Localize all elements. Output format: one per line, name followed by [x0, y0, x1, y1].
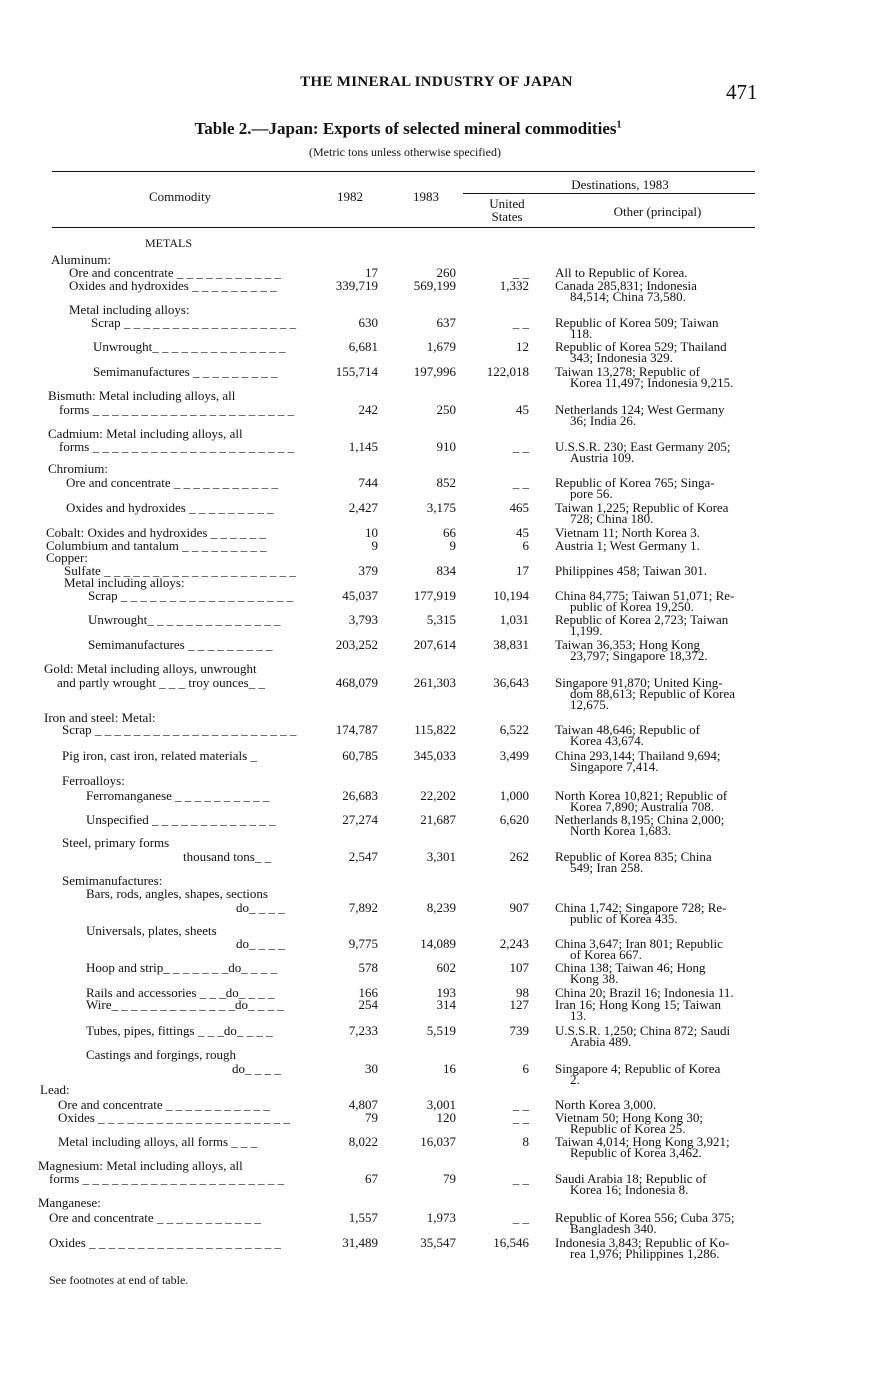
other-destinations-line: Netherlands 124; West Germany — [555, 402, 725, 417]
value-1982-cell: 9,775 — [348, 936, 378, 951]
commodity-cell: Oxides and hydroxides _ _ _ _ _ _ _ _ _ — [69, 278, 277, 293]
value-1983-cell: 250 — [436, 402, 456, 417]
other-destinations-line: China 84,775; Taiwan 51,071; Re- — [555, 588, 735, 603]
value-1983-cell: 16,037 — [420, 1134, 456, 1149]
value-united-states-cell: 38,831 — [493, 637, 529, 652]
value-united-states-cell: 6,620 — [499, 812, 529, 827]
commodity-cell: Aluminum: — [51, 252, 111, 267]
commodity-cell: Universals, plates, sheets — [86, 923, 217, 938]
value-1982-cell: 2,547 — [348, 849, 378, 864]
value-1982-cell: 203,252 — [335, 637, 378, 652]
running-head: THE MINERAL INDUSTRY OF JAPAN — [300, 74, 573, 90]
value-1983-cell: 177,919 — [413, 588, 456, 603]
footnote-reference: See footnotes at end of table. — [49, 1273, 189, 1287]
other-destinations-line: Taiwan 48,646; Republic of — [555, 722, 700, 737]
header-other-principal: Other (principal) — [613, 204, 702, 219]
table-subtitle: (Metric tons unless otherwise specified) — [309, 145, 501, 159]
other-destinations-line: 84,514; China 73,580. — [570, 289, 686, 304]
other-destinations-line: Republic of Korea 3,462. — [570, 1145, 702, 1160]
commodity-cell: forms _ _ _ _ _ _ _ _ _ _ _ _ _ _ _ _ _ _ _ _ _ — [59, 402, 295, 417]
commodity-cell: Cadmium: Metal including alloys, all — [48, 426, 243, 441]
value-1982-cell: 744 — [358, 475, 378, 490]
destinations-rule — [463, 193, 755, 194]
table-title-footnote-mark: 1 — [616, 119, 622, 131]
value-1982-cell: 578 — [358, 960, 378, 975]
commodity-cell: Metal including alloys: — [69, 302, 190, 317]
value-1982-cell: 4,807 — [348, 1097, 378, 1112]
commodity-cell: Manganese: — [38, 1195, 101, 1210]
value-united-states-cell: 8 — [522, 1134, 529, 1149]
commodity-cell: Ore and concentrate _ _ _ _ _ _ _ _ _ _ _ — [66, 475, 278, 490]
value-1983-cell: 3,175 — [426, 500, 456, 515]
commodity-cell: Semimanufactures: — [62, 873, 163, 888]
other-destinations-line: Taiwan 1,225; Republic of Korea — [555, 500, 729, 515]
commodity-cell: Semimanufactures _ _ _ _ _ _ _ _ _ — [93, 364, 278, 379]
commodity-cell: Oxides _ _ _ _ _ _ _ _ _ _ _ _ _ _ _ _ _ _ _ _ — [49, 1235, 281, 1250]
value-united-states-cell: 122,018 — [486, 364, 529, 379]
other-destinations-line: Taiwan 4,014; Hong Kong 3,921; — [555, 1134, 730, 1149]
value-united-states-cell: _ _ — [512, 439, 529, 454]
value-united-states-cell: 739 — [509, 1023, 529, 1038]
value-1983-cell: 120 — [436, 1110, 456, 1125]
other-destinations-line: 12,675. — [570, 697, 609, 712]
header-us-line1: United — [489, 196, 525, 211]
commodity-cell: thousand tons_ _ — [183, 849, 272, 864]
other-destinations-line: 118. — [570, 326, 593, 341]
value-united-states-cell: 10,194 — [493, 588, 529, 603]
other-destinations-line: pore 56. — [570, 486, 613, 501]
header-1983: 1983 — [413, 189, 439, 204]
value-1983-cell: 314 — [436, 997, 456, 1012]
value-1982-cell: 379 — [358, 563, 378, 578]
value-1982-cell: 27,274 — [342, 812, 378, 827]
value-1982-cell: 174,787 — [335, 722, 378, 737]
other-destinations-line: Korea 11,497; Indonesia 9,215. — [570, 375, 734, 390]
header-bottom-rule — [52, 227, 755, 228]
other-destinations-line: Republic of Korea 25. — [570, 1121, 686, 1136]
other-destinations-line: Austria 1; West Germany 1. — [555, 538, 700, 553]
other-destinations-line: Korea 7,890; Australia 708. — [570, 799, 715, 814]
value-1983-cell: 260 — [436, 265, 456, 280]
commodity-cell: and partly wrought _ _ _ troy ounces_ _ — [57, 675, 265, 690]
commodity-cell: Copper: — [46, 550, 88, 565]
value-united-states-cell: 6 — [522, 1061, 529, 1076]
commodity-cell: Cobalt: Oxides and hydroxides _ _ _ _ _ _ — [46, 525, 266, 540]
other-destinations-line: 728; China 180. — [570, 511, 654, 526]
value-1983-cell: 14,089 — [420, 936, 456, 951]
header-1982: 1982 — [337, 189, 363, 204]
value-1982-cell: 26,683 — [342, 788, 378, 803]
commodity-cell: Ferromanganese _ _ _ _ _ _ _ _ _ _ — [86, 788, 270, 803]
value-1982-cell: 30 — [365, 1061, 378, 1076]
other-destinations-line: Singapore 4; Republic of Korea — [555, 1061, 721, 1076]
value-1982-cell: 7,892 — [348, 900, 378, 915]
value-1983-cell: 16 — [443, 1061, 456, 1076]
commodity-cell: Scrap _ _ _ _ _ _ _ _ _ _ _ _ _ _ _ _ _ _ — [88, 588, 294, 603]
other-destinations-line: China 293,144; Thailand 9,694; — [555, 748, 721, 763]
value-1983-cell: 261,303 — [413, 675, 456, 690]
other-destinations-line: Taiwan 13,278; Republic of — [555, 364, 700, 379]
value-1982-cell: 79 — [365, 1110, 378, 1125]
other-destinations-line: Vietnam 11; North Korea 3. — [555, 525, 700, 540]
value-united-states-cell: 465 — [509, 500, 529, 515]
value-united-states-cell: 16,546 — [493, 1235, 529, 1250]
value-1982-cell: 254 — [358, 997, 378, 1012]
other-destinations-line: Republic of Korea 556; Cuba 375; — [555, 1210, 735, 1225]
value-1983-cell: 910 — [436, 439, 456, 454]
value-1983-cell: 3,301 — [426, 849, 456, 864]
value-1983-cell: 5,519 — [426, 1023, 456, 1038]
other-destinations-line: Singapore 7,414. — [570, 759, 659, 774]
value-united-states-cell: 1,031 — [499, 612, 529, 627]
other-destinations-line: 23,797; Singapore 18,372. — [570, 648, 708, 663]
value-united-states-cell: _ _ — [512, 1097, 529, 1112]
other-destinations-line: Republic of Korea 529; Thailand — [555, 339, 727, 354]
other-destinations-line: public of Korea 19,250. — [570, 599, 694, 614]
commodity-cell: Sulfate _ _ _ _ _ _ _ _ _ _ _ _ _ _ _ _ _ _ _ _ — [64, 563, 296, 578]
value-1983-cell: 197,996 — [413, 364, 456, 379]
value-1983-cell: 193 — [436, 985, 456, 1000]
commodity-cell: Unwrought_ _ _ _ _ _ _ _ _ _ _ _ _ _ — [93, 339, 286, 354]
commodity-cell: Oxides _ _ _ _ _ _ _ _ _ _ _ _ _ _ _ _ _ _ _ _ — [58, 1110, 290, 1125]
commodity-cell: Ore and concentrate _ _ _ _ _ _ _ _ _ _ _ — [58, 1097, 270, 1112]
value-1982-cell: 339,719 — [335, 278, 378, 293]
value-1982-cell: 155,714 — [335, 364, 378, 379]
value-1983-cell: 21,687 — [420, 812, 456, 827]
other-destinations-line: 343; Indonesia 329. — [570, 350, 673, 365]
header-united-states — [472, 197, 542, 223]
commodity-cell: Pig iron, cast iron, related materials _ — [62, 748, 257, 763]
commodity-cell: Scrap _ _ _ _ _ _ _ _ _ _ _ _ _ _ _ _ _ _ — [91, 315, 297, 330]
value-1982-cell: 9 — [371, 538, 378, 553]
page-number: 471 — [726, 80, 758, 104]
value-united-states-cell: 17 — [516, 563, 529, 578]
value-united-states-cell: 2,243 — [499, 936, 529, 951]
value-united-states-cell: _ _ — [512, 1210, 529, 1225]
other-destinations-line: public of Korea 435. — [570, 911, 678, 926]
value-1982-cell: 60,785 — [342, 748, 378, 763]
value-united-states-cell: _ _ — [512, 475, 529, 490]
commodity-cell: Ferroalloys: — [62, 773, 125, 788]
value-1982-cell: 630 — [358, 315, 378, 330]
other-destinations-line: China 3,647; Iran 801; Republic — [555, 936, 723, 951]
other-destinations-line: Taiwan 36,353; Hong Kong — [555, 637, 700, 652]
other-destinations-line: Singapore 91,870; United King- — [555, 675, 723, 690]
other-destinations-line: North Korea 10,821; Republic of — [555, 788, 728, 803]
commodity-cell: Oxides and hydroxides _ _ _ _ _ _ _ _ _ — [66, 500, 274, 515]
other-destinations-line: China 20; Brazil 16; Indonesia 11. — [555, 985, 734, 1000]
header-commodity: Commodity — [148, 189, 212, 204]
commodity-cell: Bismuth: Metal including alloys, all — [48, 388, 236, 403]
other-destinations-line: North Korea 1,683. — [570, 823, 672, 838]
header-us-line2: States — [491, 209, 523, 224]
commodity-cell: Ore and concentrate _ _ _ _ _ _ _ _ _ _ _ — [49, 1210, 261, 1225]
commodity-cell: Semimanufactures _ _ _ _ _ _ _ _ _ — [88, 637, 273, 652]
commodity-cell: Rails and accessories _ _ _do_ _ _ _ — [86, 985, 275, 1000]
commodity-cell: Unspecified _ _ _ _ _ _ _ _ _ _ _ _ _ — [86, 812, 276, 827]
value-united-states-cell: 45 — [516, 402, 529, 417]
value-united-states-cell: 1,332 — [499, 278, 529, 293]
other-destinations-line: Austria 109. — [570, 450, 635, 465]
other-destinations-line: 549; Iran 258. — [570, 860, 644, 875]
other-destinations-line: Canada 285,831; Indonesia — [555, 278, 697, 293]
other-destinations-line: North Korea 3,000. — [555, 1097, 657, 1112]
other-destinations-line: Saudi Arabia 18; Republic of — [555, 1171, 707, 1186]
value-1982-cell: 67 — [365, 1171, 378, 1186]
table-title-text: Table 2.—Japan: Exports of selected mineral commodities — [194, 119, 617, 138]
value-united-states-cell: 107 — [509, 960, 529, 975]
commodity-cell: Hoop and strip_ _ _ _ _ _ _do_ _ _ _ — [86, 960, 278, 975]
other-destinations-line: Republic of Korea 509; Taiwan — [555, 315, 719, 330]
commodity-cell: Metal including alloys: — [64, 575, 185, 590]
other-destinations-line: Republic of Korea 765; Singa- — [555, 475, 715, 490]
value-1983-cell: 35,547 — [420, 1235, 456, 1250]
other-destinations-line: rea 1,976; Philippines 1,286. — [570, 1246, 720, 1261]
commodity-cell: METALS — [145, 236, 193, 250]
other-destinations-line: Republic of Korea 835; China — [555, 849, 712, 864]
value-1983-cell: 66 — [443, 525, 456, 540]
value-united-states-cell: 262 — [509, 849, 529, 864]
other-destinations-line: Republic of Korea 2,723; Taiwan — [555, 612, 729, 627]
other-destinations-line: 13. — [570, 1008, 587, 1023]
value-united-states-cell: 907 — [509, 900, 529, 915]
value-1983-cell: 1,679 — [426, 339, 456, 354]
value-1983-cell: 5,315 — [426, 612, 456, 627]
value-united-states-cell: 6,522 — [499, 722, 529, 737]
value-1982-cell: 1,557 — [348, 1210, 378, 1225]
commodity-cell: Chromium: — [48, 461, 108, 476]
other-destinations-line: All to Republic of Korea. — [555, 265, 688, 280]
value-1983-cell: 637 — [436, 315, 456, 330]
value-united-states-cell: 1,000 — [499, 788, 529, 803]
value-1982-cell: 45,037 — [342, 588, 378, 603]
value-united-states-cell: _ _ — [512, 1110, 529, 1125]
value-1983-cell: 9 — [449, 538, 456, 553]
value-1982-cell: 166 — [358, 985, 378, 1000]
commodity-cell: do_ _ _ _ — [232, 1061, 281, 1076]
commodity-cell: Iron and steel: Metal: — [44, 710, 156, 725]
value-1983-cell: 3,001 — [426, 1097, 456, 1112]
commodity-cell: Unwrought_ _ _ _ _ _ _ _ _ _ _ _ _ _ — [88, 612, 281, 627]
other-destinations-line: 36; India 26. — [570, 413, 637, 428]
commodity-cell: forms _ _ _ _ _ _ _ _ _ _ _ _ _ _ _ _ _ _ _ _ _ — [59, 439, 295, 454]
value-united-states-cell: 127 — [509, 997, 529, 1012]
value-1983-cell: 852 — [436, 475, 456, 490]
other-destinations-line: of Korea 667. — [570, 947, 642, 962]
other-destinations-line: Indonesia 3,843; Republic of Ko- — [555, 1235, 730, 1250]
value-1982-cell: 10 — [365, 525, 378, 540]
value-1982-cell: 7,233 — [348, 1023, 378, 1038]
commodity-cell: Columbium and tantalum _ _ _ _ _ _ _ _ _ — [46, 538, 267, 553]
value-united-states-cell: 12 — [516, 339, 529, 354]
other-destinations-line: Korea 43,674. — [570, 733, 645, 748]
value-1983-cell: 207,614 — [413, 637, 456, 652]
commodity-cell: Bars, rods, angles, shapes, sections — [86, 886, 268, 901]
value-1983-cell: 345,033 — [413, 748, 456, 763]
other-destinations-line: Arabia 489. — [570, 1034, 632, 1049]
value-1982-cell: 1,145 — [348, 439, 378, 454]
value-united-states-cell: 98 — [516, 985, 529, 1000]
value-1983-cell: 834 — [436, 563, 456, 578]
value-1983-cell: 1,973 — [426, 1210, 456, 1225]
value-united-states-cell: _ _ — [512, 265, 529, 280]
value-1982-cell: 8,022 — [348, 1134, 378, 1149]
value-1983-cell: 569,199 — [413, 278, 456, 293]
value-united-states-cell: 45 — [516, 525, 529, 540]
commodity-cell: Ore and concentrate _ _ _ _ _ _ _ _ _ _ _ — [69, 265, 281, 280]
other-destinations-line: 2. — [570, 1072, 580, 1087]
value-united-states-cell: _ _ — [512, 1171, 529, 1186]
commodity-cell: Lead: — [40, 1082, 70, 1097]
value-1982-cell: 468,079 — [335, 675, 378, 690]
other-destinations-line: dom 88,613; Republic of Korea — [570, 686, 735, 701]
value-1983-cell: 79 — [443, 1171, 456, 1186]
other-destinations-line: Vietnam 50; Hong Kong 30; — [555, 1110, 703, 1125]
value-1983-cell: 602 — [436, 960, 456, 975]
commodity-cell: Metal including alloys, all forms _ _ _ — [58, 1134, 258, 1149]
commodity-cell: Gold: Metal including alloys, unwrought — [44, 661, 257, 676]
other-destinations-line: Iran 16; Hong Kong 15; Taiwan — [555, 997, 722, 1012]
other-destinations-line: Philippines 458; Taiwan 301. — [555, 563, 707, 578]
commodity-cell: Wire_ _ _ _ _ _ _ _ _ _ _ _ _do_ _ _ _ — [86, 997, 284, 1012]
table-top-rule — [52, 171, 755, 172]
value-1982-cell: 3,793 — [348, 612, 378, 627]
other-destinations-line: China 1,742; Singapore 728; Re- — [555, 900, 727, 915]
other-destinations-line: 1,199. — [570, 623, 603, 638]
other-destinations-line: Netherlands 8,195; China 2,000; — [555, 812, 725, 827]
table-title — [0, 119, 816, 139]
value-1982-cell: 6,681 — [348, 339, 378, 354]
commodity-cell: do_ _ _ _ — [236, 936, 285, 951]
value-united-states-cell: 36,643 — [493, 675, 529, 690]
commodity-cell: Castings and forgings, rough — [86, 1047, 236, 1062]
other-destinations-line: U.S.S.R. 1,250; China 872; Saudi — [555, 1023, 731, 1038]
value-1983-cell: 8,239 — [426, 900, 456, 915]
commodity-cell: Steel, primary forms — [62, 835, 170, 850]
commodity-cell: Scrap _ _ _ _ _ _ _ _ _ _ _ _ _ _ _ _ _ _ _ _ _ — [62, 722, 297, 737]
other-destinations-line: Bangladesh 340. — [570, 1221, 657, 1236]
commodity-cell: do_ _ _ _ — [236, 900, 285, 915]
value-1982-cell: 242 — [358, 402, 378, 417]
other-destinations-line: China 138; Taiwan 46; Hong — [555, 960, 706, 975]
value-1983-cell: 22,202 — [420, 788, 456, 803]
value-united-states-cell: _ _ — [512, 315, 529, 330]
value-united-states-cell: 3,499 — [499, 748, 529, 763]
other-destinations-line: Korea 16; Indonesia 8. — [570, 1182, 689, 1197]
value-united-states-cell: 6 — [522, 538, 529, 553]
value-1982-cell: 31,489 — [342, 1235, 378, 1250]
value-1983-cell: 115,822 — [414, 722, 456, 737]
other-destinations-line: Kong 38. — [570, 971, 619, 986]
value-1982-cell: 17 — [365, 265, 378, 280]
commodity-cell: Magnesium: Metal including alloys, all — [38, 1158, 243, 1173]
value-1982-cell: 2,427 — [348, 500, 378, 515]
other-destinations-line: U.S.S.R. 230; East Germany 205; — [555, 439, 731, 454]
commodity-cell: Tubes, pipes, fittings _ _ _do_ _ _ _ — [86, 1023, 273, 1038]
header-destinations: Destinations, 1983 — [571, 177, 669, 192]
commodity-cell: forms _ _ _ _ _ _ _ _ _ _ _ _ _ _ _ _ _ _ _ _ _ — [49, 1171, 285, 1186]
